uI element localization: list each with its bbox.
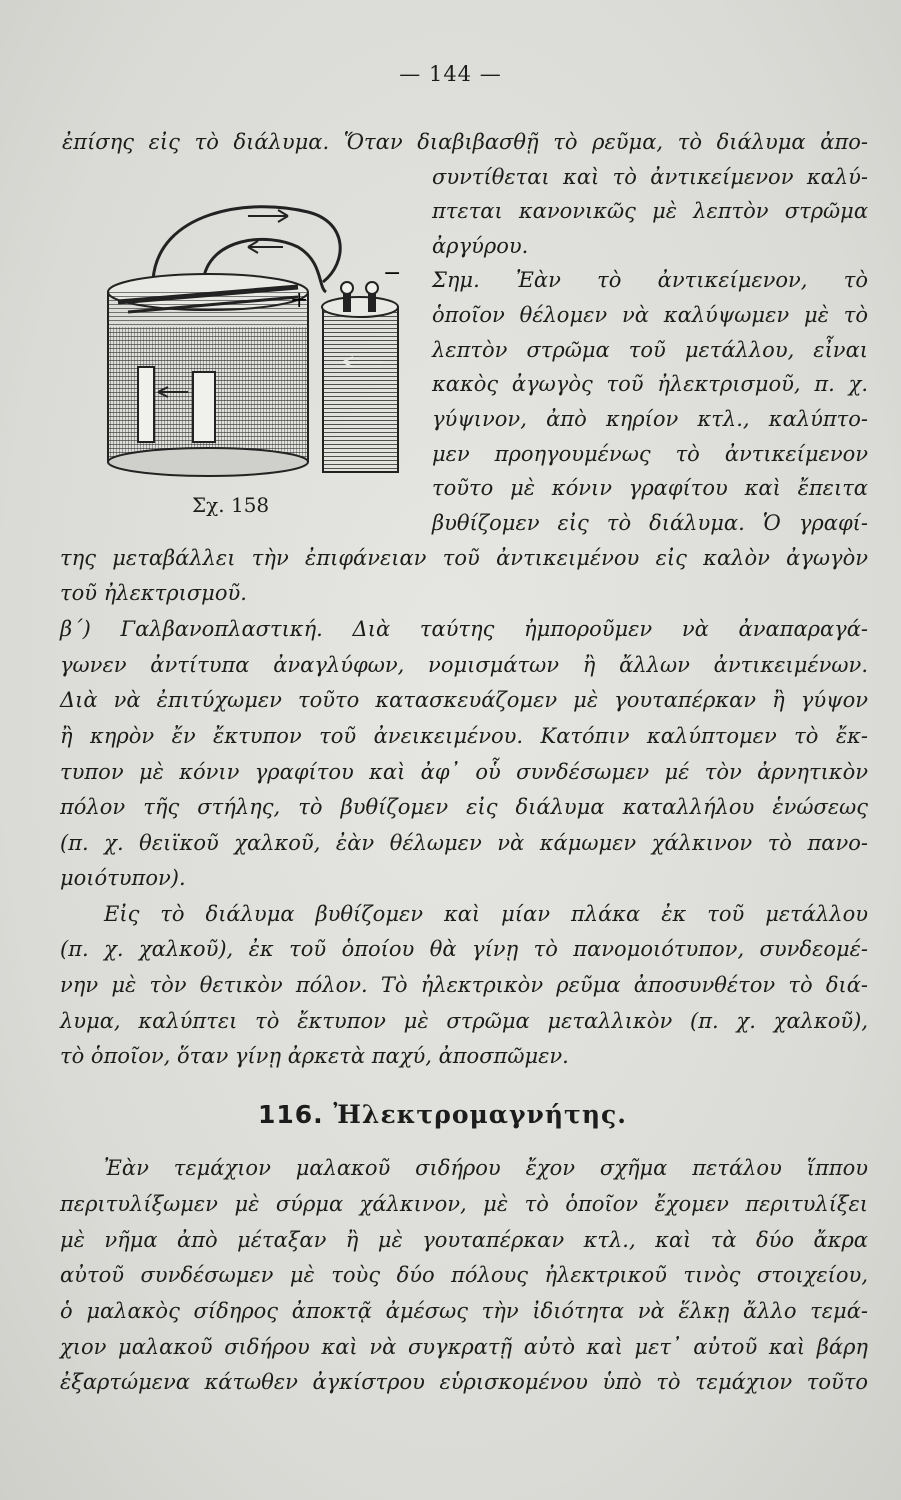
text-line: (π. χ. χαλκοῦ), ἐκ τοῦ ὁποίου θὰ γίνῃ τὸ πανομοιότυπον, συνδεομέ-	[60, 937, 868, 961]
section-number: 116.	[258, 1100, 324, 1129]
text-line: συντίθεται καὶ τὸ ἀντικείμενον καλύ-	[432, 165, 868, 189]
text-line: Εἰς τὸ διάλυμα βυθίζομεν καὶ μίαν πλάκα ἐκ τοῦ μετάλλου	[104, 902, 868, 926]
text-line: χιον μαλακοῦ σιδήρου καὶ νὰ συγκρατῇ αὐτὸ καὶ μετ᾽ αὐτοῦ καὶ βάρη	[60, 1335, 868, 1359]
text-line: βυθίζομεν εἰς τὸ διάλυμα. Ὁ γραφί-	[432, 511, 868, 535]
figure-158	[98, 192, 416, 522]
text-line: ἢ κηρὸν ἔν ἔκτυπον τοῦ ἀνεικειμένου. Κατόπιν καλύπτομεν τὸ ἔκ-	[60, 724, 868, 748]
text-line: λεπτὸν στρῶμα τοῦ μετάλλου, εἶναι	[432, 338, 868, 362]
text-line: γωνεν ἀντίτυπα ἀναγλύφων, νομισμάτων ἢ ἄλλων ἀντικειμένων.	[60, 653, 868, 677]
text-line: μὲ νῆμα ἀπὸ μέταξαν ἢ μὲ γουταπέρκαν κτλ., καὶ τὰ δύο ἄκρα	[60, 1228, 868, 1252]
text-line: ἐξαρτώμενα κάτωθεν ἀγκίστρου εὑρισκομένου ὑπὸ τὸ τεμάχιον τοῦτο	[60, 1370, 868, 1394]
text-line: Ἐὰν τεμάχιον μαλακοῦ σιδήρου ἔχον σχῆμα πετάλου ἵππου	[104, 1156, 868, 1180]
text-line: ἐπίσης εἰς τὸ διάλυμα. Ὅταν διαβιβασθῇ τὸ ρεῦμα, τὸ διάλυμα ἀπο-	[62, 130, 868, 154]
text-line: β΄) Γαλβανοπλαστική. Διὰ ταύτης ἠμποροῦμεν νὰ ἀναπαραγά-	[60, 617, 868, 641]
section-heading	[258, 1100, 627, 1129]
text-line: γύψινον, ἀπὸ κηρίον κτλ., καλύπτο-	[432, 407, 868, 431]
text-line: ἀργύρου.	[432, 234, 529, 258]
page-number: — 144 —	[399, 62, 502, 86]
minus-sign: −	[383, 261, 402, 286]
text-line: λυμα, καλύπτει τὸ ἔκτυπον μὲ στρῶμα μεταλλικὸν (π. χ. χαλκοῦ),	[60, 1009, 868, 1033]
text-line: μοιότυπον).	[60, 866, 186, 890]
text-line: μεν προηγουμένως τὸ ἀντικείμενον	[432, 442, 868, 466]
text-line: (π. χ. θειϊκοῦ χαλκοῦ, ἐὰν θέλωμεν νὰ κάμωμεν χάλκινον τὸ πανο-	[60, 831, 868, 855]
plus-sign: +	[290, 288, 309, 313]
text-line: τυπον μὲ κόνιν γραφίτου καὶ ἀφ᾽ οὗ συνδέσωμεν μέ τὸν ἀρνητικὸν	[60, 760, 868, 784]
section-title: Ἠλεκτρομαγνήτης.	[333, 1100, 627, 1129]
text-line: Διὰ νὰ ἐπιτύχωμεν τοῦτο κατασκευάζομεν μὲ γουταπέρκαν ἢ γύψον	[60, 688, 868, 712]
text-line: πόλον τῆς στήλης, τὸ βυθίζομεν εἰς διάλυμα καταλλήλου ἑνώσεως	[60, 795, 868, 819]
text-line: Σημ. Ἐὰν τὸ ἀντικείμενον, τὸ	[432, 268, 868, 292]
text-line: ὁ μαλακὸς σίδηρος ἀποκτᾷ ἀμέσως τὴν ἰδιότητα νὰ ἕλκῃ ἄλλο τεμά-	[60, 1299, 868, 1323]
figure-caption: Σχ. 158	[192, 493, 270, 517]
text-line: τοῦτο μὲ κόνιν γραφίτου καὶ ἔπειτα	[432, 476, 868, 500]
text-line: αὐτοῦ συνδέσωμεν μὲ τοὺς δύο πόλους ἠλεκτρικοῦ τινὸς στοιχείου,	[60, 1263, 868, 1287]
text-line: τοῦ ἠλεκτρισμοῦ.	[60, 581, 247, 605]
text-line: περιτυλίξωμεν μὲ σύρμα χάλκινον, μὲ τὸ ὁποῖον ἔχομεν περιτυλίξει	[60, 1192, 868, 1216]
text-line: κακὸς ἀγωγὸς τοῦ ἠλεκτρισμοῦ, π. χ.	[432, 372, 868, 396]
text-line: νην μὲ τὸν θετικὸν πόλον. Τὸ ἠλεκτρικὸν ρεῦμα ἀποσυνθέτον τὸ διά-	[60, 973, 868, 997]
text-line: της μεταβάλλει τὴν ἐπιφάνειαν τοῦ ἀντικειμένου εἰς καλὸν ἀγωγὸν	[60, 546, 868, 570]
electroplating-apparatus-illustration	[98, 192, 416, 522]
text-line: πτεται κανονικῶς μὲ λεπτὸν στρῶμα	[432, 199, 868, 223]
text-line: ὁποῖον θέλομεν νὰ καλύψωμεν μὲ τὸ	[432, 303, 868, 327]
text-line: τὸ ὁποῖον, ὅταν γίνῃ ἀρκετὰ παχύ, ἀποσπῶμεν.	[60, 1044, 569, 1068]
